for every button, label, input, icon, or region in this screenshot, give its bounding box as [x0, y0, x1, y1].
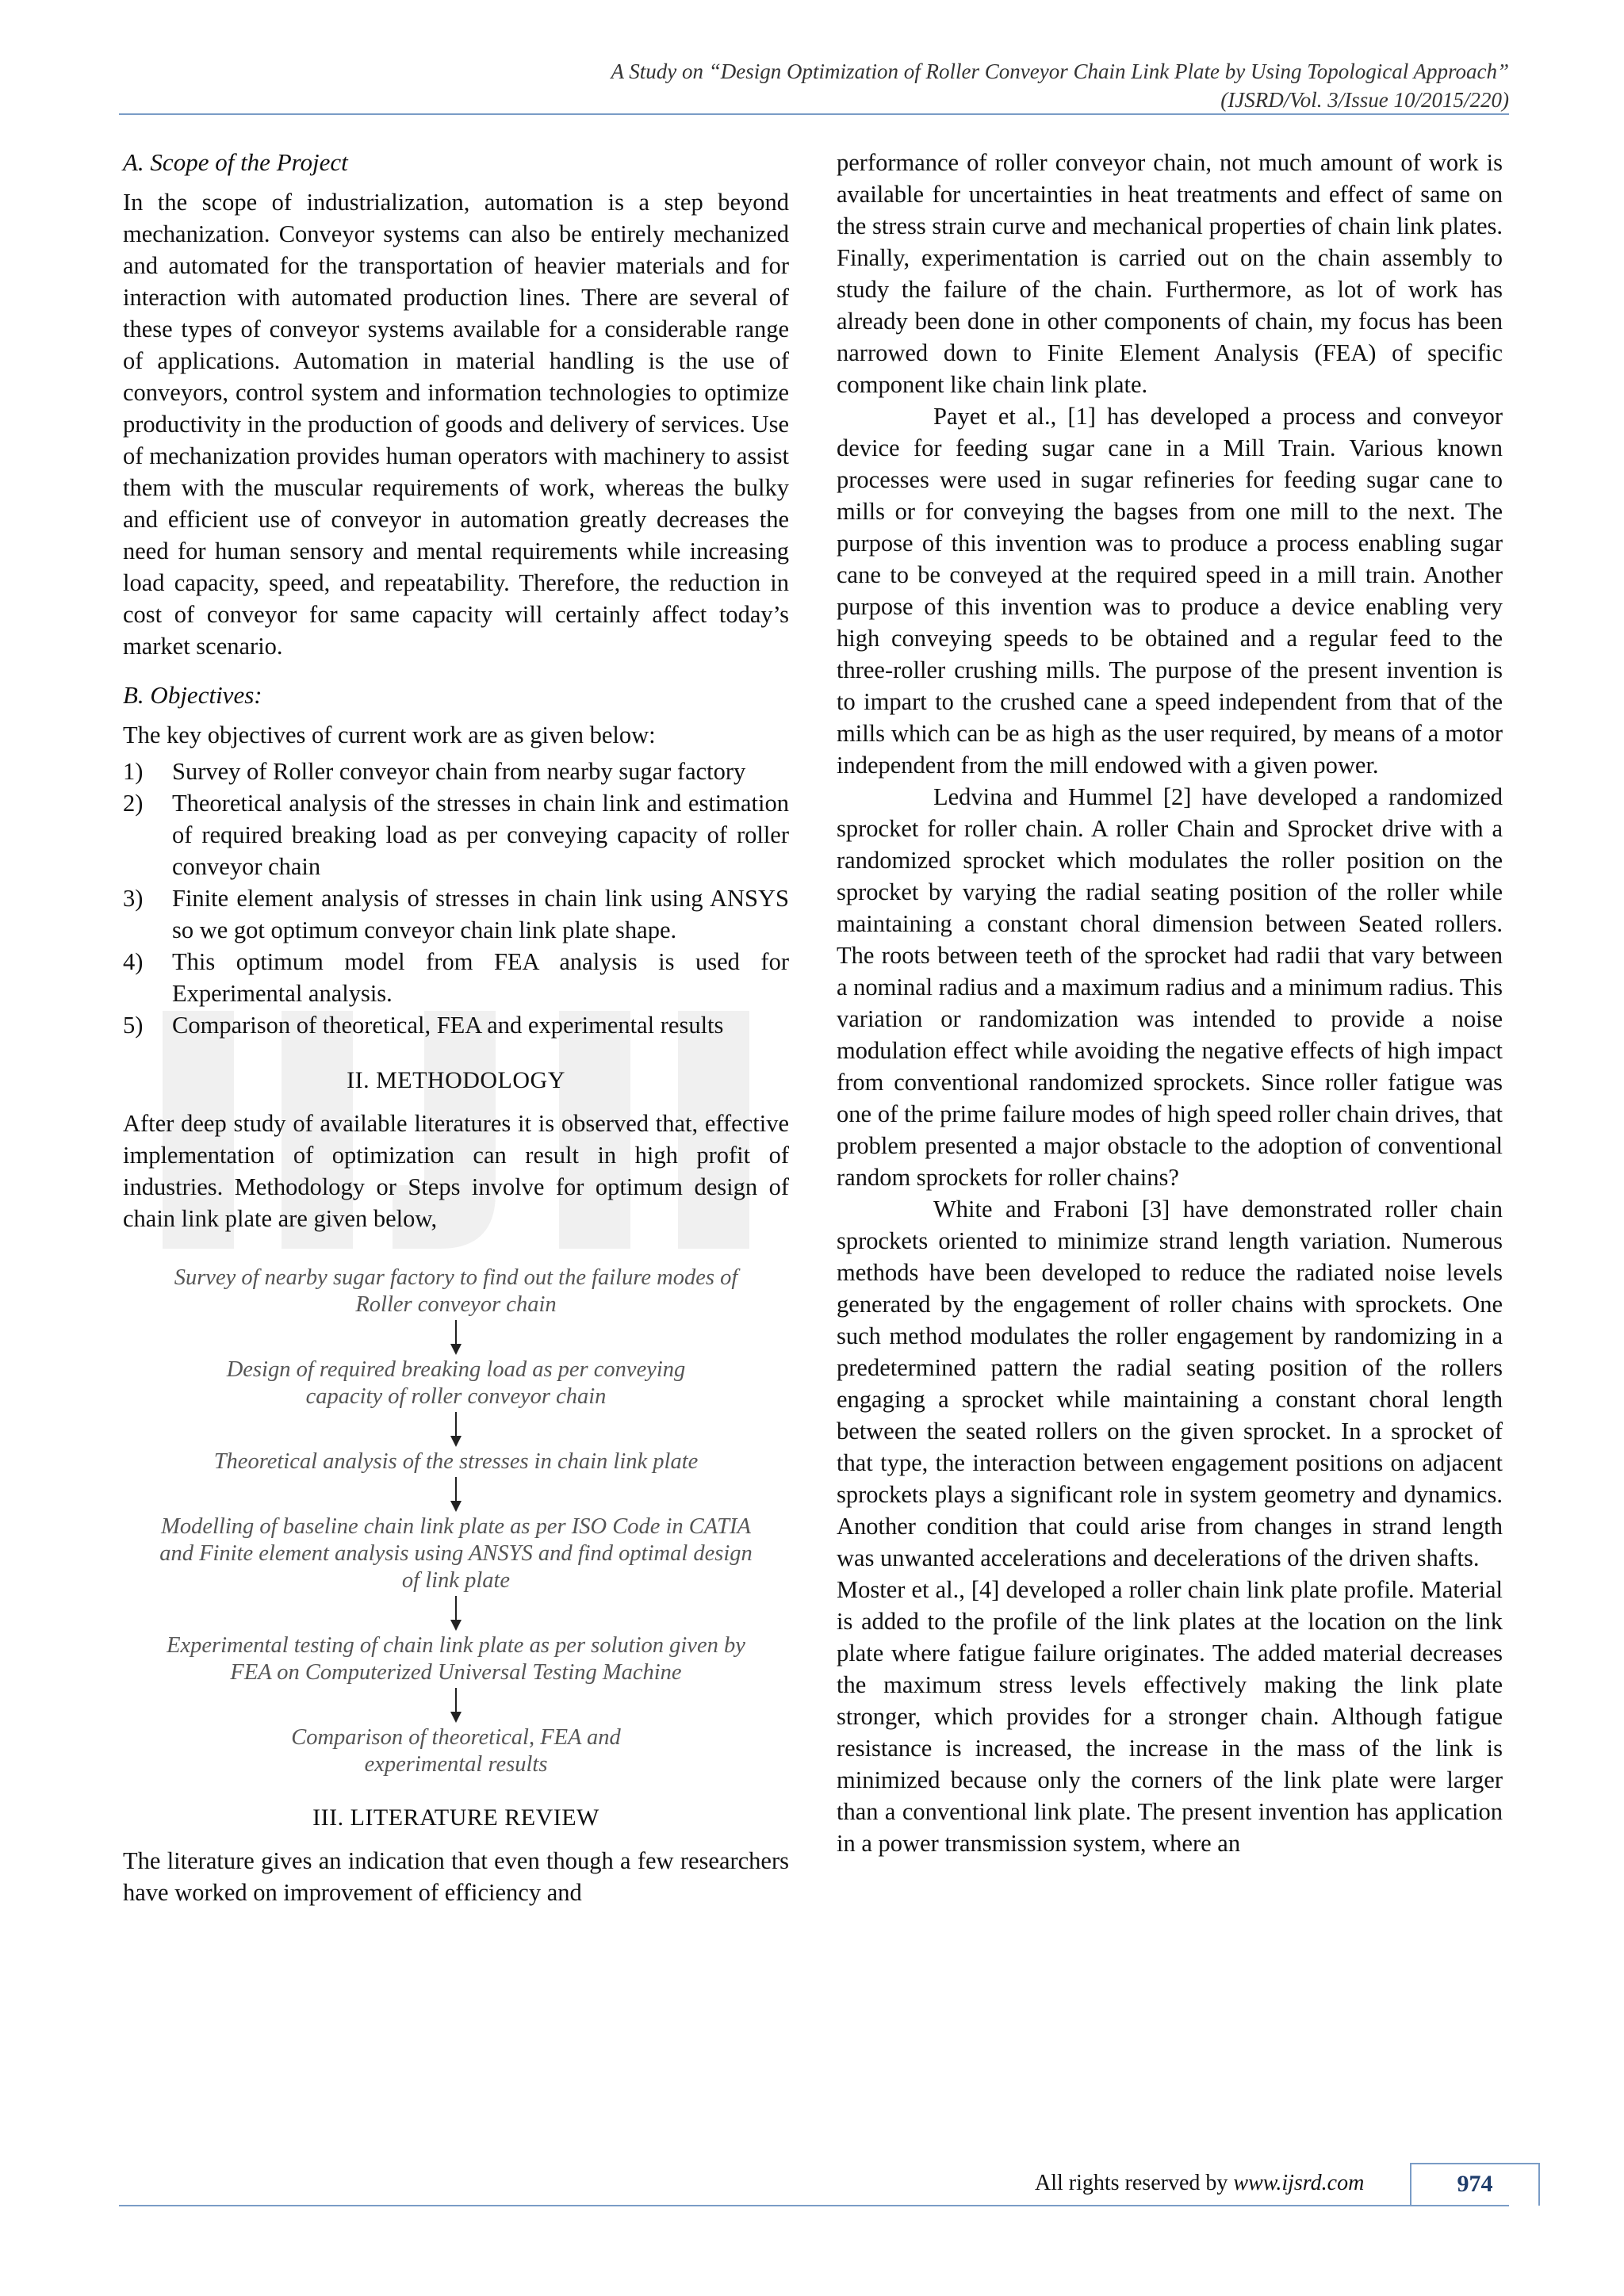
list-item — [123, 756, 789, 787]
list-item — [123, 1009, 789, 1041]
list-text: Theoretical analysis of the stresses in chain link and estimation of required breaking load as per conveying capacity of roller conveyor chain — [172, 790, 789, 880]
left-column — [123, 147, 789, 1908]
literature-paragraph: The literature gives an indication that even though a few researchers have worked on improvement of efficiency and — [123, 1847, 789, 1906]
objectives-intro: The key objectives of current work are as given below: — [123, 721, 656, 748]
scope-heading: A. Scope of the Project — [123, 148, 348, 176]
list-text: This optimum model from FEA analysis is used for Experimental analysis. — [172, 948, 789, 1007]
list-number: 2) — [123, 790, 144, 817]
ledvina-paragraph: Ledvina and Hummel [2] have developed a randomized sprocket for roller chain. A roller Chain and Sprocket drive with a randomized sprocket which modulates the roller position on the sprocket by varying the radial seating position of the roller while maintaining a constant choral dimension between Seated rollers. The roots between teeth of the sprocket had radii that vary between a nominal radius and a maximum radius and a minimum radius. This variation or randomization was intended to provide a noise modulation effect while avoiding the negative effects of high impact from conventional randomized sprockets. Since roller fatigue was one of the prime failure modes of high speed roller chain drives, that problem presented a major obstacle to the adoption of conventional random sprockets for roller chains? — [837, 783, 1503, 1191]
list-text: Comparison of theoretical, FEA and experimental results — [172, 1012, 724, 1039]
flow-step-theoretical: Theoretical analysis of the stresses in chain link plate — [213, 1449, 699, 1474]
list-number: 3) — [123, 885, 144, 912]
running-header — [611, 57, 1509, 114]
down-arrow-icon — [446, 1412, 465, 1447]
literature-heading: III. LITERATURE REVIEW — [312, 1804, 599, 1831]
footer-url[interactable]: www.ijsrd.com — [1233, 2171, 1365, 2195]
flow-step-experimental: Experimental testing of chain link plate as per solution given by FEA on Computerized Universal Testing Machine — [167, 1633, 745, 1685]
list-text: Survey of Roller conveyor chain from nearby sugar factory — [172, 758, 746, 785]
methodology-paragraph: After deep study of available literatures it is observed that, effective implementation of optimization can result in high profit of industries. Methodology or Steps involve for optimum design of chain link plate are given below, — [123, 1110, 789, 1232]
header-divider — [119, 113, 1509, 115]
literature-continued-paragraph: performance of roller conveyor chain, not much amount of work is available for uncertainties in heat treatments and effect of same on the stress strain curve and mechanical properties of chain link plates. Finally, experimentation is carried out on the chain assembly to study the failure of the chain. Furthermore, as lot of work has already been done in other components of chain, my focus has been narrowed down to Finite Element Analysis (FEA) of specific component like chain link plate. — [837, 149, 1503, 398]
down-arrow-icon — [446, 1596, 465, 1631]
objectives-heading: B. Objectives: — [123, 681, 262, 709]
objectives-list — [123, 756, 789, 1041]
down-arrow-icon — [446, 1477, 465, 1512]
down-arrow-icon — [446, 1320, 465, 1355]
flow-step-breaking-load: Design of required breaking load as per conveying capacity of roller conveyor chain — [226, 1357, 686, 1409]
footer-rights-text: All rights reserved by — [1035, 2171, 1234, 2195]
footer-divider — [119, 2205, 1509, 2206]
flow-step-modelling: Modelling of baseline chain link plate as per ISO Code in CATIA and Finite element analysis using ANSYS and find optimal design of link plate — [159, 1514, 753, 1593]
header-citation: (IJSRD/Vol. 3/Issue 10/2015/220) — [1220, 88, 1509, 112]
moster-paragraph: Moster et al., [4] developed a roller chain link plate profile. Material is added to the profile of the link plates at the location on the link plate where fatigue failure originates. The added material decreases the maximum stress levels effectively making the link plate stronger, which provides for a stronger chain. Although fatigue resistance is increased, the increase in the mass of the link is minimized because only the corners of the link plate were larger than a conventional link plate. The present invention has application in a power transmission system, where an — [837, 1576, 1503, 1857]
down-arrow-icon — [446, 1688, 465, 1723]
flow-step-comparison: Comparison of theoretical, FEA and experimental results — [291, 1725, 621, 1777]
methodology-flowchart — [123, 1265, 789, 1778]
scope-paragraph: In the scope of industrialization, automation is a step beyond mechanization. Conveyor systems can also be entirely mechanized and automated for the transportation of heavier materials and for interaction with automated production lines. There are several of these types of conveyor systems available for a considerable range of applications. Automation in material handling is the use of conveyors, control system and information technologies to optimize productivity in the production of goods and delivery of services. Use of mechanization provides human operators with machinery to assist them with the muscular requirements of work, whereas the bulky and efficient use of conveyor in automation greatly decreases the need for human sensory and mental requirements while increasing load capacity, speed, and repeatability. Therefore, the reduction in cost of conveyor for same capacity will certainly affect today’s market scenario. — [123, 189, 789, 660]
flow-step-survey: Survey of nearby sugar factory to find out the failure modes of Roller conveyor chain — [174, 1265, 738, 1317]
payet-paragraph: Payet et al., [1] has developed a process and conveyor device for feeding sugar cane in a Mill Train. Various known processes were used in sugar refineries for feeding sugar cane to mills or for conveying the bagses from one mill to the next. The purpose of this invention was to produce a process enabling sugar cane to be conveyed at the required speed in a mill train. Another purpose of this invention was to produce a device enabling very high conveying speeds to be obtained and a regular feed to the three-roller crushing mills. The purpose of the present invention is to impart to the crushed cane a speed independent from that of the mills which can be as high as the user required, by means of a motor independent from the mill endowed with a given power. — [837, 403, 1503, 779]
list-item — [123, 787, 789, 882]
list-item — [123, 882, 789, 946]
page-number: 974 — [1410, 2163, 1540, 2206]
methodology-heading: II. METHODOLOGY — [347, 1067, 565, 1093]
right-column — [837, 147, 1503, 1859]
list-number: 5) — [123, 1012, 144, 1039]
list-text: Finite element analysis of stresses in chain link using ANSYS so we got optimum conveyor chain link plate shape. — [172, 885, 789, 943]
list-item — [123, 946, 789, 1009]
white-paragraph: White and Fraboni [3] have demonstrated roller chain sprockets oriented to minimize strand length variation. Numerous methods have been developed to reduce the radiated noise levels generated by the engagement of roller chains with sprockets. One such method modulates the roller engagement by randomizing in a predetermined pattern the radial seating position of the rollers engaging a sprocket while maintaining a constant choral length between the seated rollers on the given sprocket. In a sprocket of that type, the interaction between engagement positions on adjacent sprockets plays a significant role in system geometry and dynamics. Another condition that could arise from changes in strand length was unwanted accelerations and decelerations of the driven shafts. — [837, 1196, 1503, 1571]
header-title: A Study on “Design Optimization of Roller Conveyor Chain Link Plate by Using Topological Approach” — [611, 59, 1509, 83]
footer-rights — [1035, 2171, 1364, 2196]
list-number: 4) — [123, 948, 144, 975]
list-number: 1) — [123, 758, 144, 785]
